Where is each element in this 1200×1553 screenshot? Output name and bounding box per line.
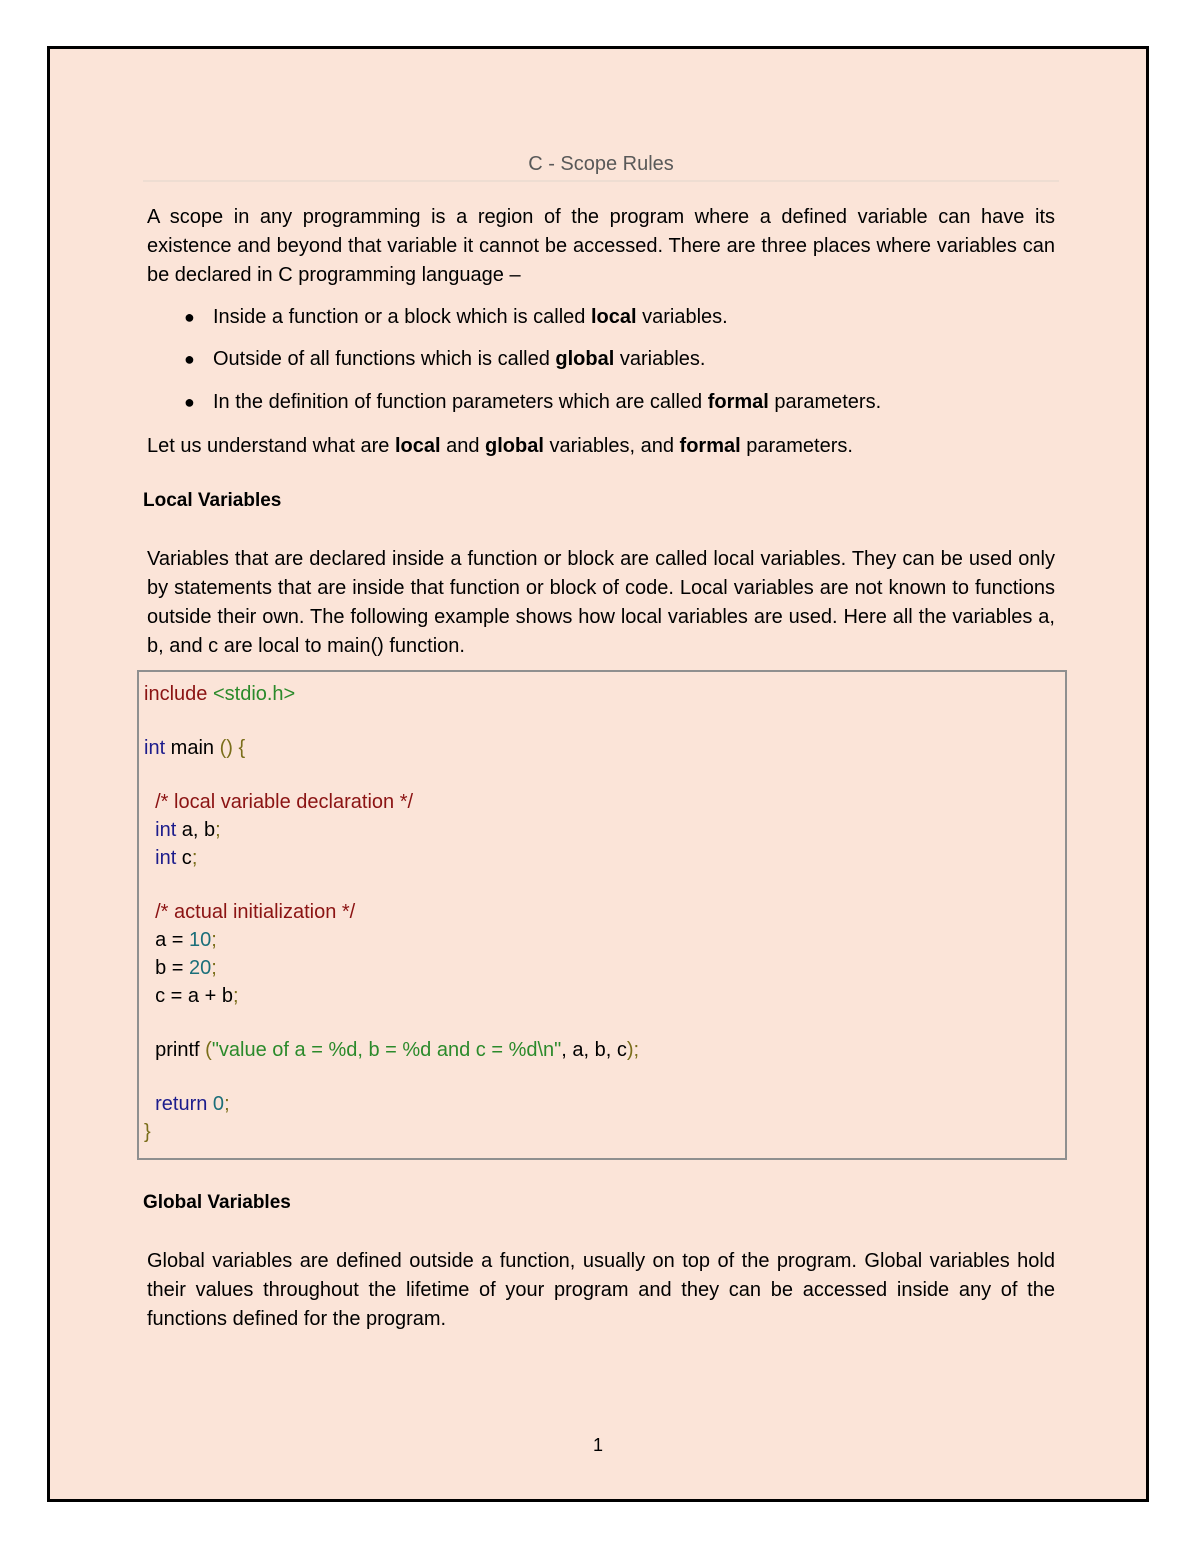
global-variables-paragraph: Global variables are defined outside a function, usually on top of the program. Global variables hold their values throughout the lifetime of your program and they can be accessed inside any of the functions defined for the program. — [147, 1250, 1055, 1330]
code-line: b = 20; — [155, 957, 217, 979]
list-item: ● Outside of all functions which is called global variables. — [147, 345, 1055, 374]
code-line: /* local variable declaration */ — [155, 791, 414, 813]
code-line: printf ("value of a = %d, b = %d and c = %d\n", a, b, c); — [155, 1039, 640, 1061]
intro-paragraph: A scope in any programming is a region of the program where a defined variable can have its existence and beyond that variable it cannot be accessed. There are three places where variables can be declared in C programming language – — [147, 206, 1055, 286]
bullet-icon: ● — [184, 307, 195, 327]
local-variables-heading: Local Variables — [143, 490, 282, 511]
scope-list — [147, 303, 1055, 417]
code-line: include <stdio.h> — [144, 683, 296, 705]
global-variables-heading: Global Variables — [143, 1192, 291, 1213]
bullet-icon: ● — [184, 349, 195, 369]
code-line: } — [144, 1121, 151, 1143]
code-line: return 0; — [155, 1093, 230, 1115]
code-line: int a, b; — [155, 819, 221, 841]
code-line: int c; — [155, 847, 198, 869]
list-item: ● Inside a function or a block which is called local variables. — [147, 303, 1055, 332]
header-divider — [143, 180, 1059, 182]
bullet-icon: ● — [184, 392, 195, 412]
code-example-box — [137, 670, 1067, 1160]
understand-paragraph: Let us understand what are local and global variables, and formal parameters. — [147, 435, 853, 457]
code-line: int main () { — [144, 737, 246, 759]
code-line: c = a + b; — [155, 985, 239, 1007]
page-number: 1 — [592, 1435, 603, 1455]
page-header-title: C - Scope Rules — [528, 153, 674, 175]
code-line: a = 10; — [155, 929, 217, 951]
local-variables-paragraph: Variables that are declared inside a function or block are called local variables. They can be used only by statements that are inside that function or block of code. Local variables are not known to functions outside their own. The following example shows how local variables are used. Here all the variables a, b, and c are local to main() function. — [147, 548, 1055, 657]
code-block — [144, 680, 639, 1146]
document-page — [47, 46, 1149, 1502]
list-item: ● In the definition of function parameters which are called formal parameters. — [147, 388, 1055, 417]
code-line: /* actual initialization */ — [155, 901, 356, 923]
